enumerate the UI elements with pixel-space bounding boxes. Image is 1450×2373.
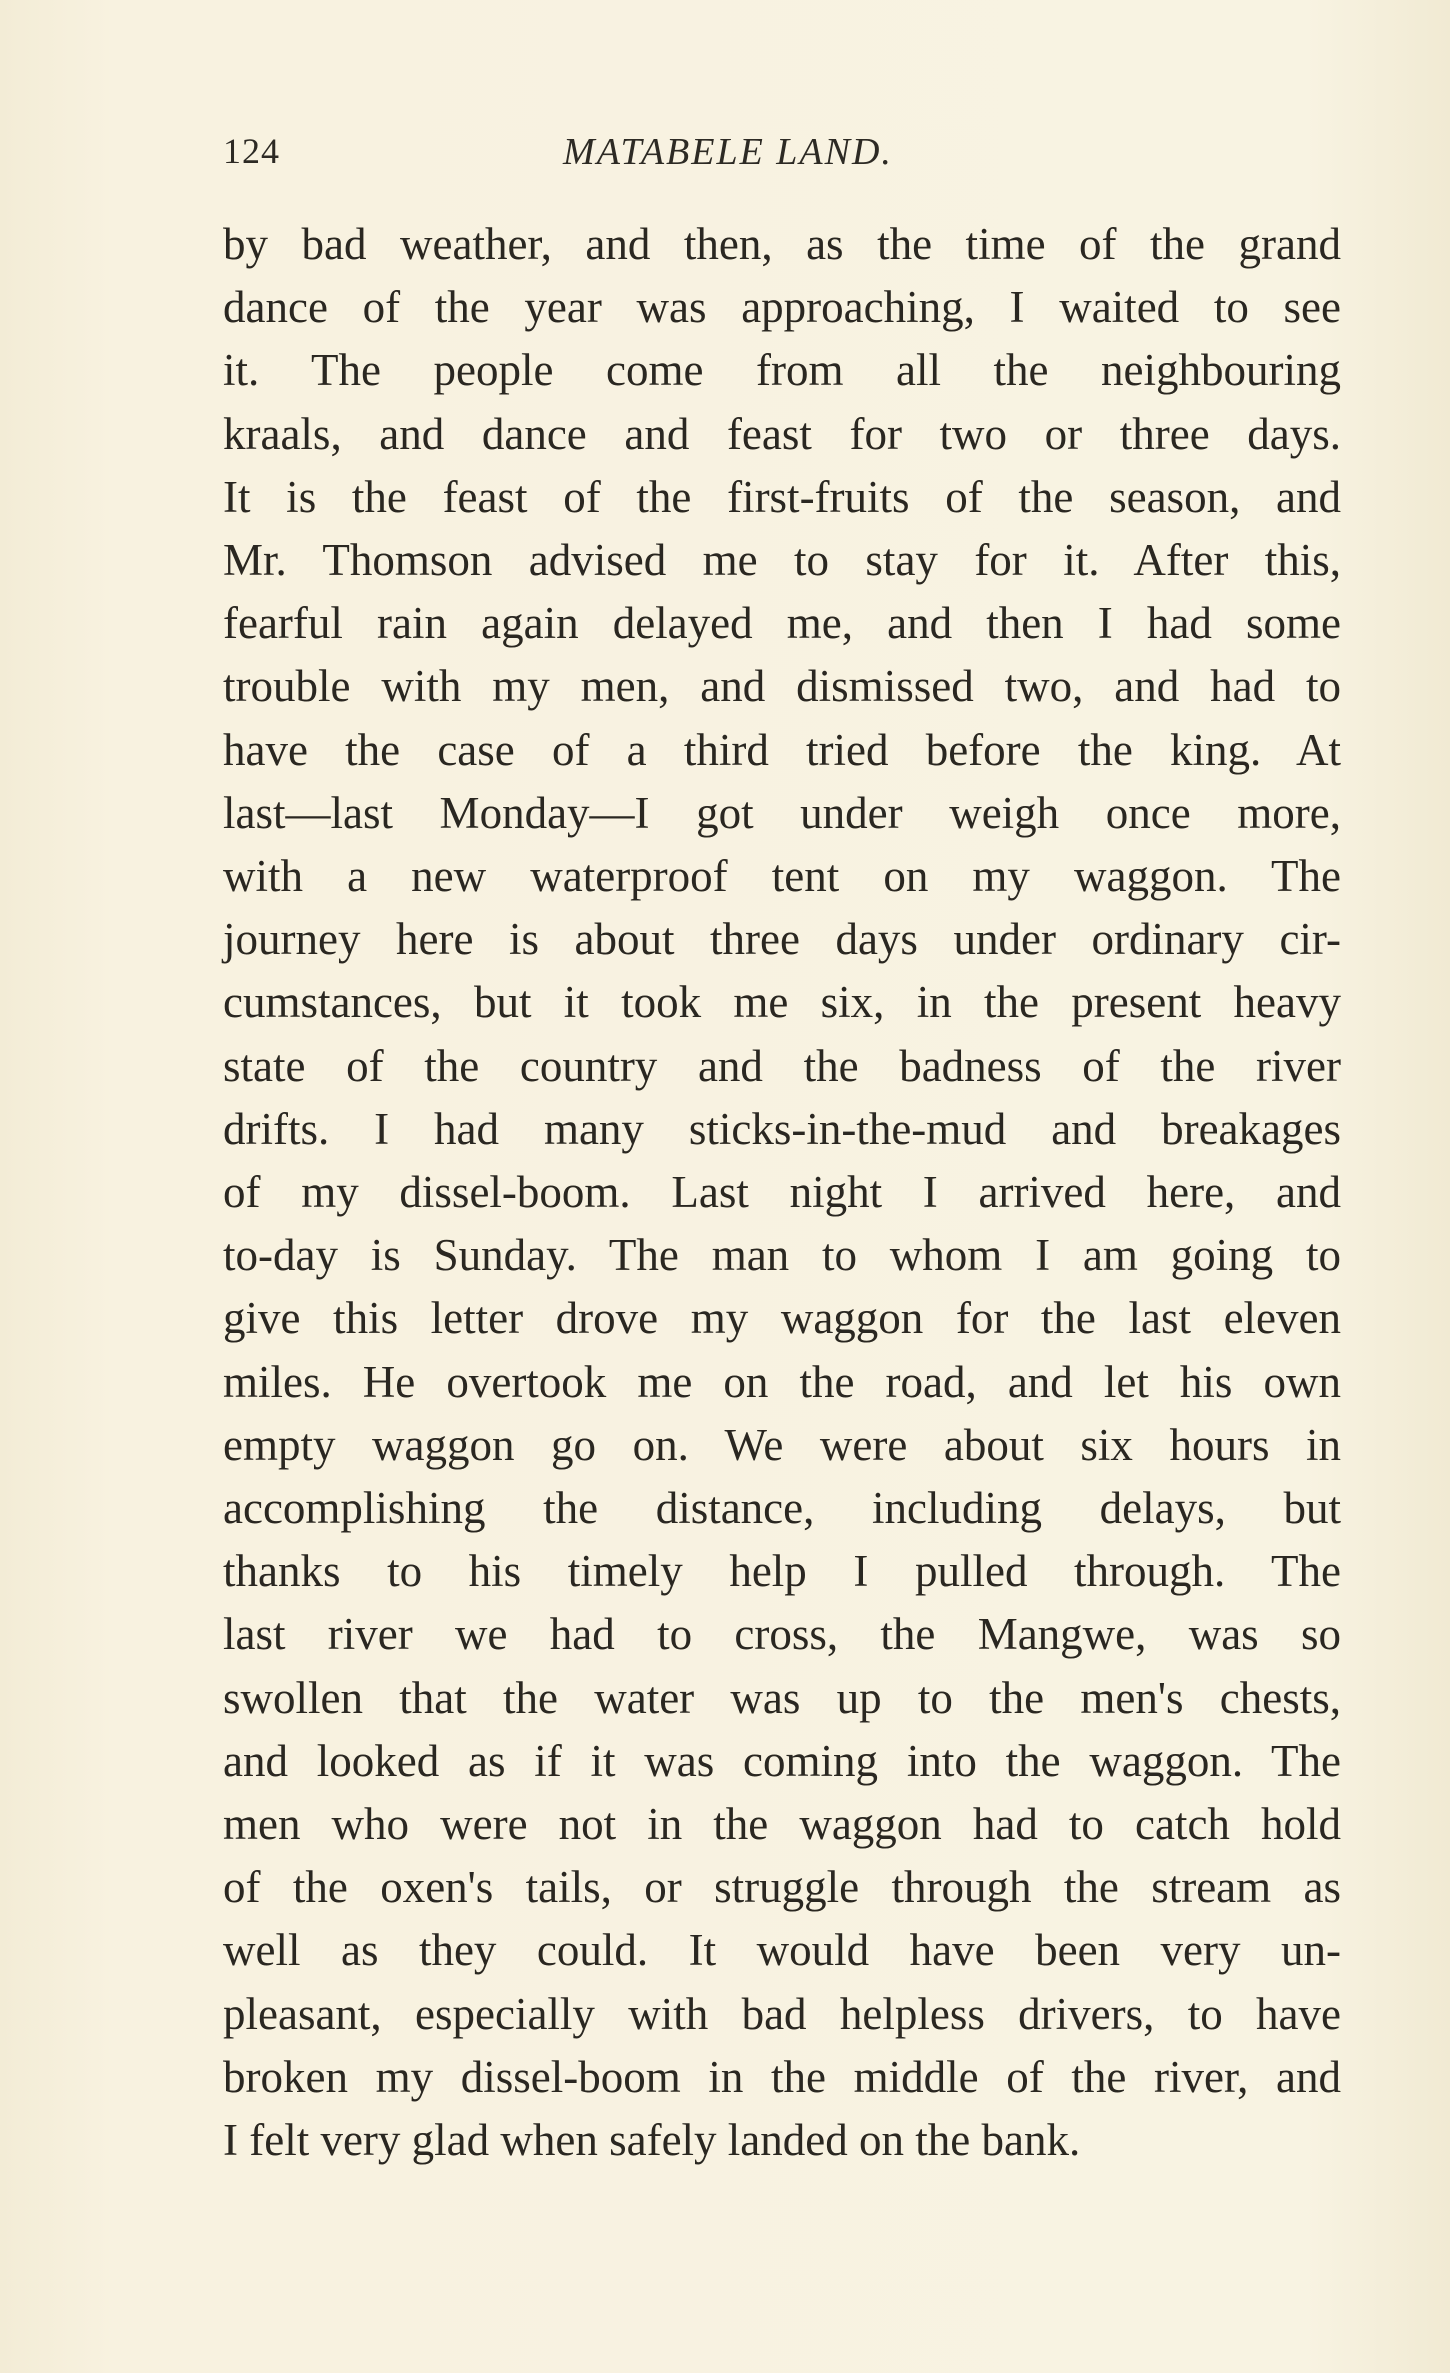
text-line: Mr. Thomson advised me to stay for it. After this,: [223, 535, 1341, 586]
text-line: state of the country and the badness of the river: [223, 1040, 1341, 1091]
text-line: broken my dissel-boom in the middle of the river, and: [223, 2051, 1341, 2102]
text-line: of the oxen's tails, or struggle through the stream as: [223, 1862, 1341, 1913]
text-line: swollen that the water was up to the men's chests,: [223, 1672, 1341, 1723]
text-line: give this letter drove my waggon for the last eleven: [223, 1293, 1341, 1344]
text-line: of my dissel-boom. Last night I arrived here, and: [223, 1167, 1341, 1218]
text-line: last river we had to cross, the Mangwe, was so: [223, 1609, 1341, 1660]
text-line: to-day is Sunday. The man to whom I am going to: [223, 1230, 1341, 1281]
text-line: trouble with my men, and dismissed two, and had to: [223, 661, 1341, 712]
text-line: by bad weather, and then, as the time of the grand: [223, 219, 1341, 269]
text-line: dance of the year was approaching, I waited to see: [223, 282, 1341, 333]
text-line: miles. He overtook me on the road, and let his own: [223, 1356, 1341, 1407]
body-text: [223, 213, 1341, 2172]
text-line: thanks to his timely help I pulled through. The: [223, 1546, 1341, 1597]
text-line: empty waggon go on. We were about six hours in: [223, 1419, 1341, 1470]
text-line: and looked as if it was coming into the waggon. The: [223, 1735, 1341, 1786]
text-line: have the case of a third tried before the king. At: [223, 724, 1341, 775]
text-line: with a new waterproof tent on my waggon. The: [223, 851, 1341, 902]
text-line: kraals, and dance and feast for two or three days.: [223, 408, 1341, 459]
text-line: accomplishing the distance, including delays, but: [223, 1483, 1341, 1534]
text-line: I felt very glad when safely landed on the bank.: [223, 2115, 1081, 2166]
text-line: drifts. I had many sticks-in-the-mud and breakages: [223, 1103, 1341, 1154]
page-number: 124: [223, 131, 280, 171]
text-line: journey here is about three days under ordinary cir-: [223, 914, 1341, 965]
text-line: last—last Monday—I got under weigh once more,: [223, 787, 1341, 838]
text-line: it. The people come from all the neighbouring: [223, 345, 1341, 396]
text-line: cumstances, but it took me six, in the present heavy: [223, 977, 1341, 1028]
text-line: well as they could. It would have been very un-: [223, 1925, 1341, 1976]
text-line: fearful rain again delayed me, and then I had some: [223, 598, 1341, 649]
text-line: pleasant, especially with bad helpless drivers, to have: [223, 1988, 1341, 2039]
text-line: men who were not in the waggon had to catch hold: [223, 1799, 1341, 1850]
running-title: MATABELE LAND.: [563, 131, 893, 173]
text-line: It is the feast of the first-fruits of the season, and: [223, 471, 1341, 522]
page-header: [223, 130, 1233, 180]
